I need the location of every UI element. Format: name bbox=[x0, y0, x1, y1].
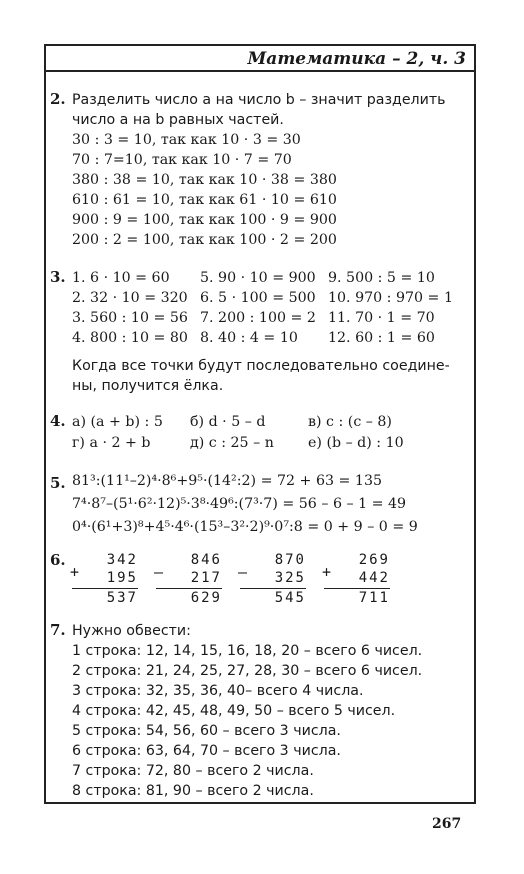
grid-cell: 2. 32 · 10 = 320 bbox=[72, 290, 188, 306]
expression-item: д) c : 25 – n bbox=[190, 435, 274, 451]
operand: 870 bbox=[274, 552, 306, 568]
task-4 bbox=[50, 412, 470, 454]
expression-grid bbox=[72, 412, 470, 454]
text-line: Когда все точки будут последовательно соедине- bbox=[72, 358, 450, 374]
operation-sign: + bbox=[70, 563, 82, 581]
column-calc bbox=[156, 551, 222, 607]
text-line: 1 строка: 12, 14, 15, 16, 18, 20 – всего 6 чисел. bbox=[72, 643, 423, 659]
text-line: 8 строка: 81, 90 – всего 2 числа. bbox=[72, 783, 314, 799]
operation-sign: – bbox=[238, 563, 250, 581]
column-calculations bbox=[72, 551, 470, 607]
result: 629 bbox=[156, 588, 222, 607]
equation-line: 380 : 38 = 10, так как 10 · 38 = 380 bbox=[72, 172, 337, 188]
text-line: 7 строка: 72, 80 – всего 2 числа. bbox=[72, 763, 314, 779]
expression-item: б) d · 5 – d bbox=[190, 414, 266, 430]
expression-item: а) (a + b) : 5 bbox=[72, 414, 163, 430]
grid-cell: 9. 500 : 5 = 10 bbox=[328, 270, 435, 286]
task-6 bbox=[50, 551, 470, 607]
text-line: число a на b равных частей. bbox=[72, 112, 284, 128]
task-2 bbox=[50, 90, 470, 250]
task-number: 7. bbox=[50, 621, 66, 639]
equation-line: 7⁴·8⁷–(5¹·6²·12)⁵·3⁸·49⁶:(7³·7) = 56 – 6 – 1 = 49 bbox=[72, 496, 407, 512]
task-number: 4. bbox=[50, 412, 66, 430]
text-line: 6 строка: 63, 64, 70 – всего 3 числа. bbox=[72, 743, 341, 759]
expression-item: г) a · 2 + b bbox=[72, 435, 151, 451]
equation-line: 0⁴·(6¹+3)⁸+4⁵·4⁶·(15³–3²·2)⁹·0⁷:8 = 0 + 9 – 0 = 9 bbox=[72, 519, 418, 535]
operand: 442 bbox=[358, 570, 390, 586]
result: 711 bbox=[324, 588, 390, 607]
grid-cell: 11. 70 · 1 = 70 bbox=[328, 310, 435, 326]
text-line: 3 строка: 32, 35, 36, 40– всего 4 числа. bbox=[72, 683, 364, 699]
text-line: 2 строка: 21, 24, 25, 27, 28, 30 – всего 6 чисел. bbox=[72, 663, 423, 679]
text-line: 4 строка: 42, 45, 48, 49, 50 – всего 5 чисел. bbox=[72, 703, 396, 719]
equation-line: 200 : 2 = 100, так как 100 · 2 = 200 bbox=[72, 232, 337, 248]
operand: 269 bbox=[358, 552, 390, 568]
expression-item: е) (b – d) : 10 bbox=[308, 435, 404, 451]
equation-grid bbox=[72, 268, 470, 348]
text-line: Разделить число a на число b – значит разделить bbox=[72, 92, 446, 108]
task-7 bbox=[50, 621, 470, 801]
expression-item: в) c : (c – 8) bbox=[308, 414, 392, 430]
operand: 195 bbox=[106, 570, 138, 586]
task-3 bbox=[50, 268, 470, 396]
equation-line: 900 : 9 = 100, так как 100 · 9 = 900 bbox=[72, 212, 337, 228]
content bbox=[50, 90, 470, 815]
grid-cell: 7. 200 : 100 = 2 bbox=[200, 310, 316, 326]
text-line: 5 строка: 54, 56, 60 – всего 3 числа. bbox=[72, 723, 341, 739]
text-line: ны, получится ёлка. bbox=[72, 378, 224, 394]
column-calc bbox=[324, 551, 390, 607]
operand: 325 bbox=[274, 570, 306, 586]
grid-cell: 4. 800 : 10 = 80 bbox=[72, 330, 188, 346]
text-line: Нужно обвести: bbox=[72, 623, 191, 639]
column-calc bbox=[72, 551, 138, 607]
equation-line: 30 : 3 = 10, так как 10 · 3 = 30 bbox=[72, 132, 301, 148]
operation-sign: – bbox=[154, 563, 166, 581]
task-5 bbox=[50, 468, 470, 537]
result: 545 bbox=[240, 588, 306, 607]
grid-cell: 12. 60 : 1 = 60 bbox=[328, 330, 435, 346]
page-header: Математика – 2, ч. 3 bbox=[44, 46, 476, 72]
equation-line: 610 : 61 = 10, так как 61 · 10 = 610 bbox=[72, 192, 337, 208]
grid-cell: 3. 560 : 10 = 56 bbox=[72, 310, 188, 326]
grid-cell: 6. 5 · 100 = 500 bbox=[200, 290, 316, 306]
grid-cell: 5. 90 · 10 = 900 bbox=[200, 270, 316, 286]
task-number: 2. bbox=[50, 90, 66, 108]
operand: 217 bbox=[190, 570, 222, 586]
column-calc bbox=[240, 551, 306, 607]
result: 537 bbox=[72, 588, 138, 607]
operand: 342 bbox=[106, 552, 138, 568]
grid-cell: 10. 970 : 970 = 1 bbox=[328, 290, 453, 306]
task-number: 3. bbox=[50, 268, 66, 286]
equation-line: 70 : 7=10, так как 10 · 7 = 70 bbox=[72, 152, 292, 168]
grid-cell: 1. 6 · 10 = 60 bbox=[72, 270, 170, 286]
operand: 846 bbox=[190, 552, 222, 568]
task-number: 5. bbox=[50, 474, 66, 492]
operation-sign: + bbox=[322, 563, 334, 581]
equation-line: 81³:(11¹–2)⁴·8⁶+9⁵·(14²:2) = 72 + 63 = 135 bbox=[72, 473, 382, 489]
task-number: 6. bbox=[50, 551, 66, 569]
page-number: 267 bbox=[432, 816, 462, 832]
grid-cell: 8. 40 : 4 = 10 bbox=[200, 330, 298, 346]
